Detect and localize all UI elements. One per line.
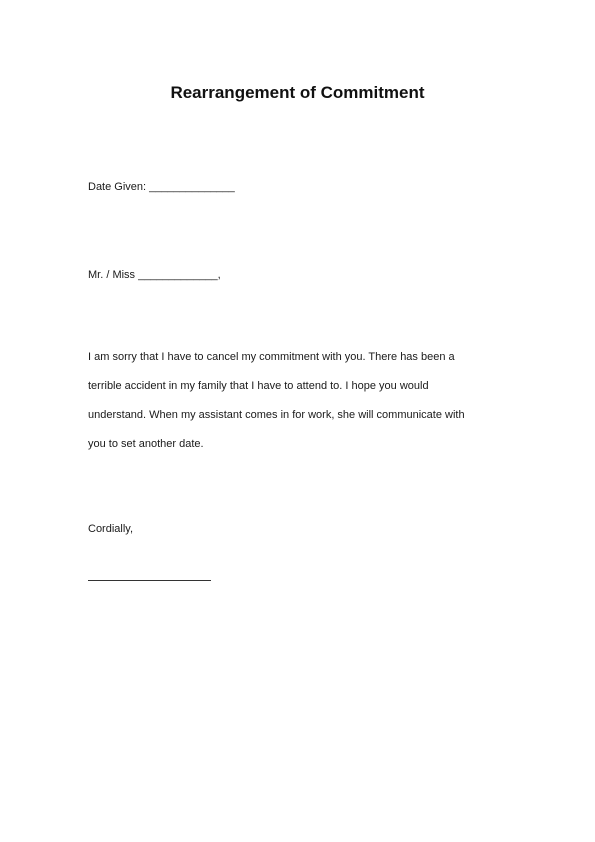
date-given-line: Date Given: ______________ — [88, 181, 235, 193]
letter-body — [88, 350, 508, 466]
closing-line: Cordially, — [88, 523, 134, 535]
salutation-line: Mr. / Miss _____________, — [88, 269, 221, 281]
body-line: understand. When my assistant comes in for work, she will communicate with — [88, 409, 465, 421]
document-title: Rearrangement of Commitment — [170, 83, 425, 102]
signature-line — [88, 580, 211, 581]
body-line: terrible accident in my family that I have to attend to. I hope you would — [88, 380, 429, 392]
body-line: I am sorry that I have to cancel my commitment with you. There has been a — [88, 351, 455, 363]
body-line: you to set another date. — [88, 438, 204, 450]
